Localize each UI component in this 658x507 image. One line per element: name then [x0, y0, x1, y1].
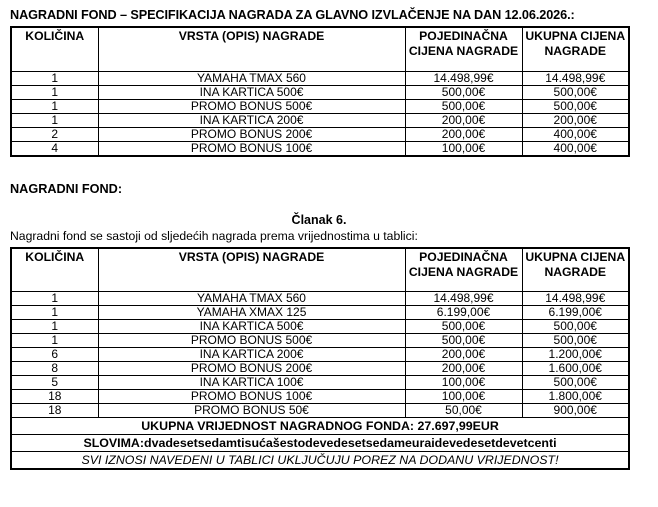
unit-price-cell: 100,00€ — [405, 141, 522, 156]
unit-price-cell: 200,00€ — [405, 348, 522, 362]
qty-cell: 8 — [11, 362, 98, 376]
vat-note-row — [11, 452, 629, 470]
total-price-cell: 500,00€ — [522, 376, 629, 390]
unit-price-cell: 50,00€ — [405, 404, 522, 418]
prize-fund-table — [10, 247, 630, 471]
col-header-prize-type: VRSTA (OPIS) NAGRADE — [98, 27, 405, 71]
unit-price-cell: 14.498,99€ — [405, 292, 522, 306]
unit-price-cell: 200,00€ — [405, 113, 522, 127]
table-row — [11, 292, 629, 306]
table-row — [11, 320, 629, 334]
qty-cell: 2 — [11, 127, 98, 141]
article-6-heading: Članak 6. — [291, 212, 347, 227]
total-price-cell: 200,00€ — [522, 113, 629, 127]
prize-cell: PROMO BONUS 100€ — [98, 390, 405, 404]
total-price-cell: 500,00€ — [522, 99, 629, 113]
table-row — [11, 85, 629, 99]
unit-price-cell: 100,00€ — [405, 390, 522, 404]
table-row — [11, 376, 629, 390]
main-draw-title: NAGRADNI FOND – SPECIFIKACIJA NAGRADA ZA GLAVNO IZVLAČENJE NA DAN 12.06.2026.: — [10, 8, 575, 22]
total-fund-value: UKUPNA VRIJEDNOST NAGRADNOG FONDA: 27.697,99EUR — [11, 418, 629, 435]
table-row — [11, 390, 629, 404]
total-price-cell: 500,00€ — [522, 334, 629, 348]
qty-cell: 1 — [11, 320, 98, 334]
table-row — [11, 348, 629, 362]
prize-cell: PROMO BONUS 200€ — [98, 127, 405, 141]
qty-cell: 5 — [11, 376, 98, 390]
col-header-total-price: UKUPNA CIJENA NAGRADE — [522, 27, 629, 71]
prize-cell: PROMO BONUS 100€ — [98, 141, 405, 156]
prize-fund-table-header — [11, 248, 629, 292]
table-row — [11, 362, 629, 376]
prize-cell: INA KARTICA 500€ — [98, 85, 405, 99]
total-price-cell: 900,00€ — [522, 404, 629, 418]
unit-price-cell: 200,00€ — [405, 362, 522, 376]
prize-cell: YAMAHA TMAX 560 — [98, 71, 405, 85]
total-price-cell: 14.498,99€ — [522, 71, 629, 85]
col-header-unit-price: POJEDINAČNA CIJENA NAGRADE — [405, 27, 522, 71]
col-header-quantity: KOLIČINA — [11, 248, 98, 292]
prize-fund-section-heading: NAGRADNI FOND: — [10, 181, 123, 196]
total-price-cell: 500,00€ — [522, 85, 629, 99]
prize-cell: INA KARTICA 100€ — [98, 376, 405, 390]
prize-cell: PROMO BONUS 500€ — [98, 99, 405, 113]
amount-in-words-row — [11, 435, 629, 452]
col-header-unit-price: POJEDINAČNA CIJENA NAGRADE — [405, 248, 522, 292]
qty-cell: 1 — [11, 99, 98, 113]
qty-cell: 6 — [11, 348, 98, 362]
qty-cell: 4 — [11, 141, 98, 156]
table-row — [11, 71, 629, 85]
prize-cell: PROMO BONUS 200€ — [98, 362, 405, 376]
qty-cell: 1 — [11, 71, 98, 85]
table-row — [11, 113, 629, 127]
unit-price-cell: 500,00€ — [405, 320, 522, 334]
unit-price-cell: 500,00€ — [405, 99, 522, 113]
qty-cell: 1 — [11, 306, 98, 320]
header-row — [11, 248, 629, 292]
qty-cell: 18 — [11, 390, 98, 404]
total-price-cell: 400,00€ — [522, 141, 629, 156]
prize-cell: INA KARTICA 200€ — [98, 348, 405, 362]
main-draw-prize-table — [10, 26, 630, 157]
prize-cell: YAMAHA TMAX 560 — [98, 292, 405, 306]
table-row — [11, 127, 629, 141]
total-price-cell: 1.800,00€ — [522, 390, 629, 404]
article-6-intro-text: Nagradni fond se sastoji od sljedećih nagrada prema vrijednostima u tablici: — [10, 228, 418, 243]
vat-included-note: SVI IZNOSI NAVEDENI U TABLICI UKLJUČUJU POREZ NA DODANU VRIJEDNOST! — [11, 452, 629, 470]
table-row — [11, 141, 629, 156]
header-row — [11, 27, 629, 71]
qty-cell: 1 — [11, 292, 98, 306]
unit-price-cell: 14.498,99€ — [405, 71, 522, 85]
prize-cell: INA KARTICA 200€ — [98, 113, 405, 127]
total-price-cell: 500,00€ — [522, 320, 629, 334]
unit-price-cell: 6.199,00€ — [405, 306, 522, 320]
total-price-cell: 14.498,99€ — [522, 292, 629, 306]
table-row — [11, 404, 629, 418]
unit-price-cell: 500,00€ — [405, 334, 522, 348]
qty-cell: 18 — [11, 404, 98, 418]
col-header-total-price: UKUPNA CIJENA NAGRADE — [522, 248, 629, 292]
qty-cell: 1 — [11, 85, 98, 99]
prize-cell: INA KARTICA 500€ — [98, 320, 405, 334]
unit-price-cell: 200,00€ — [405, 127, 522, 141]
total-price-cell: 6.199,00€ — [522, 306, 629, 320]
total-price-cell: 1.200,00€ — [522, 348, 629, 362]
col-header-prize-type: VRSTA (OPIS) NAGRADE — [98, 248, 405, 292]
col-header-quantity: KOLIČINA — [11, 27, 98, 71]
table-row — [11, 334, 629, 348]
total-value-row — [11, 418, 629, 435]
table-row — [11, 99, 629, 113]
main-draw-table-header — [11, 27, 629, 71]
prize-cell: PROMO BONUS 50€ — [98, 404, 405, 418]
total-price-cell: 1.600,00€ — [522, 362, 629, 376]
qty-cell: 1 — [11, 334, 98, 348]
total-price-cell: 400,00€ — [522, 127, 629, 141]
unit-price-cell: 100,00€ — [405, 376, 522, 390]
table-row — [11, 306, 629, 320]
amount-in-words: SLOVIMA:dvadesetsedamtisućašestodevedesetsedameuraidevedesetdevetcenti — [11, 435, 629, 452]
unit-price-cell: 500,00€ — [405, 85, 522, 99]
qty-cell: 1 — [11, 113, 98, 127]
prize-cell: PROMO BONUS 500€ — [98, 334, 405, 348]
prize-cell: YAMAHA XMAX 125 — [98, 306, 405, 320]
